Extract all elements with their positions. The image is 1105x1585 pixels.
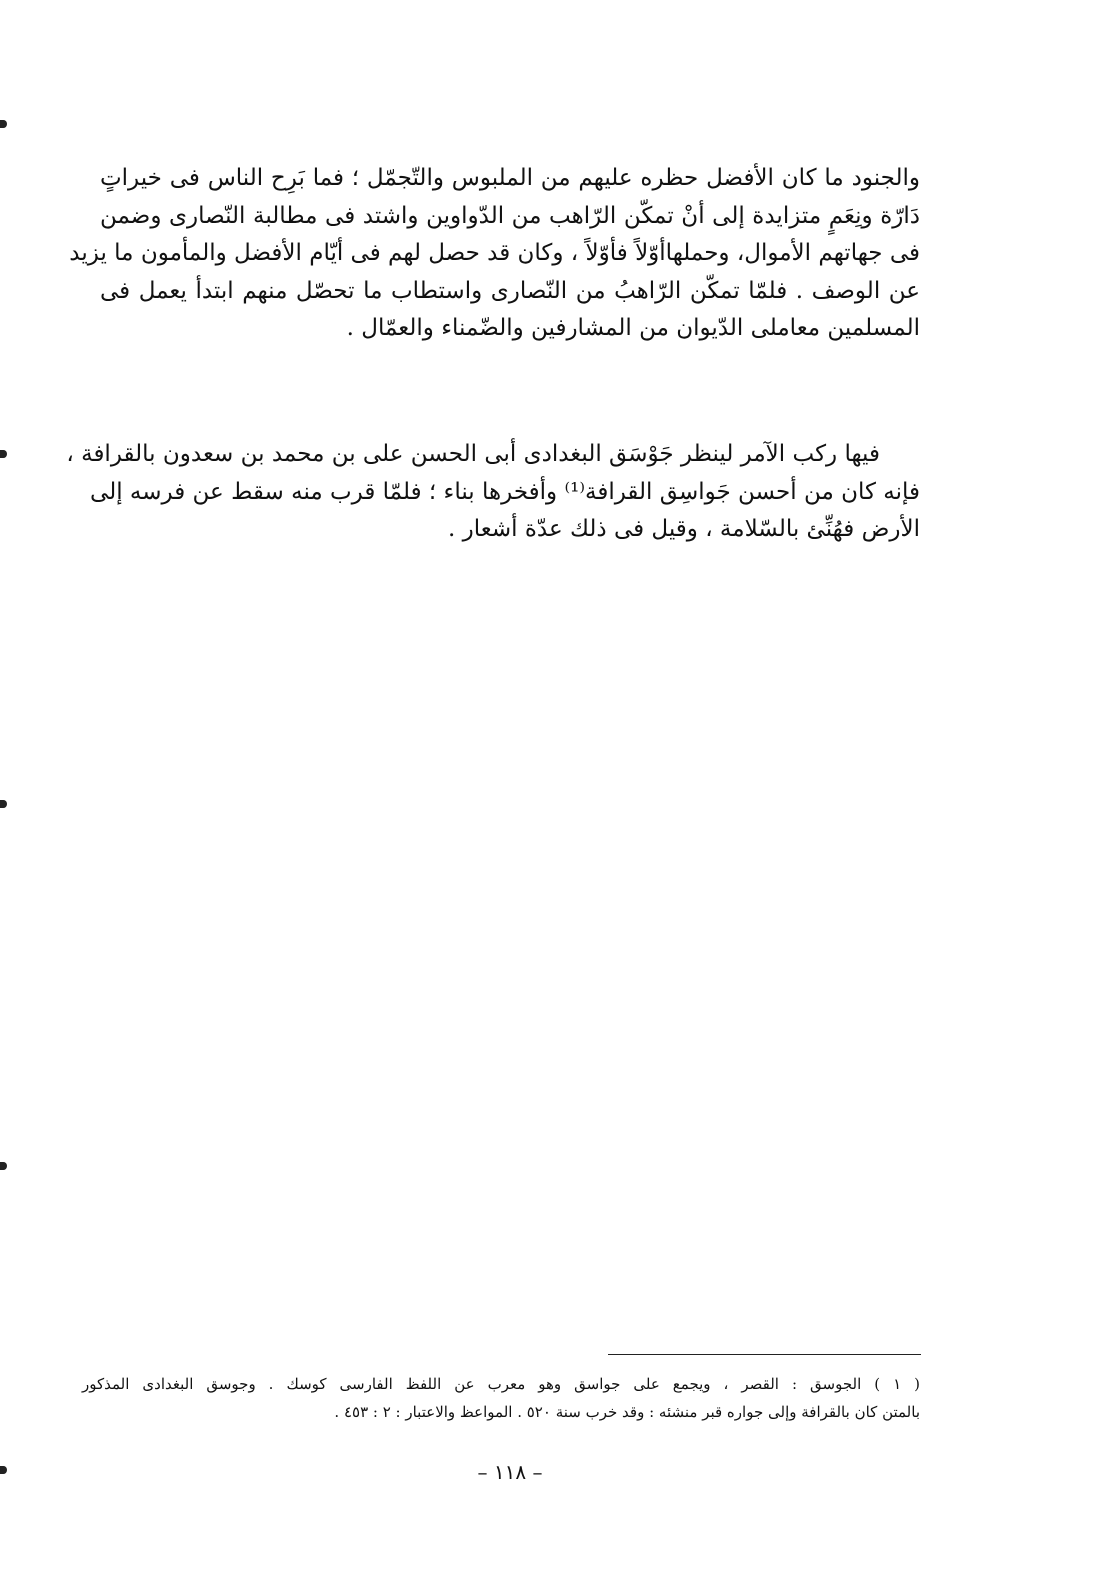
text-line: عن الوصف . فلمّا تمكّن الرّاهبُ من النّصارى واستطاب ما تحصّل منهم ابتدأ يعمل فى bbox=[100, 277, 920, 304]
footnote-line: بالمتن كان بالقرافة وإلى جواره قبر منشئه : وقد خرب سنة ٥٢٠ . المواعظ والاعتبار : ٢ : ٤٥٣ . bbox=[334, 1403, 920, 1421]
body-paragraph bbox=[69, 160, 920, 348]
footnote-line: ( ١ ) الجوسق : القصر ، ويجمع على جواسق وهو معرب عن اللفظ الفارسى كوسك . وجوسق البغدادى المذكور bbox=[82, 1375, 920, 1393]
body-paragraph bbox=[66, 436, 920, 549]
text-line: المسلمين معاملى الدّيوان من المشارفين والضّمناء والعمّال . bbox=[346, 315, 920, 341]
text-line: الأرض فهُنِّئ بالسّلامة ، وقيل فى ذلك عدّة أشعار . bbox=[448, 516, 920, 542]
text-line: فيها ركب الآمر لينظر جَوْسَق البغدادى أبى الحسن على بن محمد بن سعدون بالقرافة ، bbox=[66, 441, 880, 467]
scan-edge-mark bbox=[0, 450, 7, 458]
text-line: فى جهاتهم الأموال، وحملهاأوّلاً فأوّلاً ، وكان قد حصل لهم فى أيّام الأفضل والمأمون ما يزيد bbox=[69, 240, 920, 266]
text-line: فإنه كان من أحسن جَواسِق القرافة⁽¹⁾ وأفخرها بناء ؛ فلمّا قرب منه سقط عن فرسه إلى bbox=[90, 478, 920, 505]
scan-edge-mark bbox=[0, 1466, 7, 1474]
text-line: دَارّة ونِعَمٍ متزايدة إلى أنْ تمكّن الرّاهب من الدّواوين واشتد فى مطالبة النّصارى وضمن bbox=[100, 202, 920, 229]
scan-edge-mark bbox=[0, 800, 7, 808]
scan-edge-mark bbox=[0, 120, 7, 128]
text-line: والجنود ما كان الأفضل حظره عليهم من الملبوس والتّجمّل ؛ فما بَرِح الناس فى خيراتٍ bbox=[100, 165, 920, 191]
scan-edge-mark bbox=[0, 1162, 7, 1170]
footnote-separator bbox=[608, 1354, 921, 1355]
footnote bbox=[82, 1370, 920, 1426]
page-number: – ١١٨ – bbox=[477, 1460, 543, 1484]
